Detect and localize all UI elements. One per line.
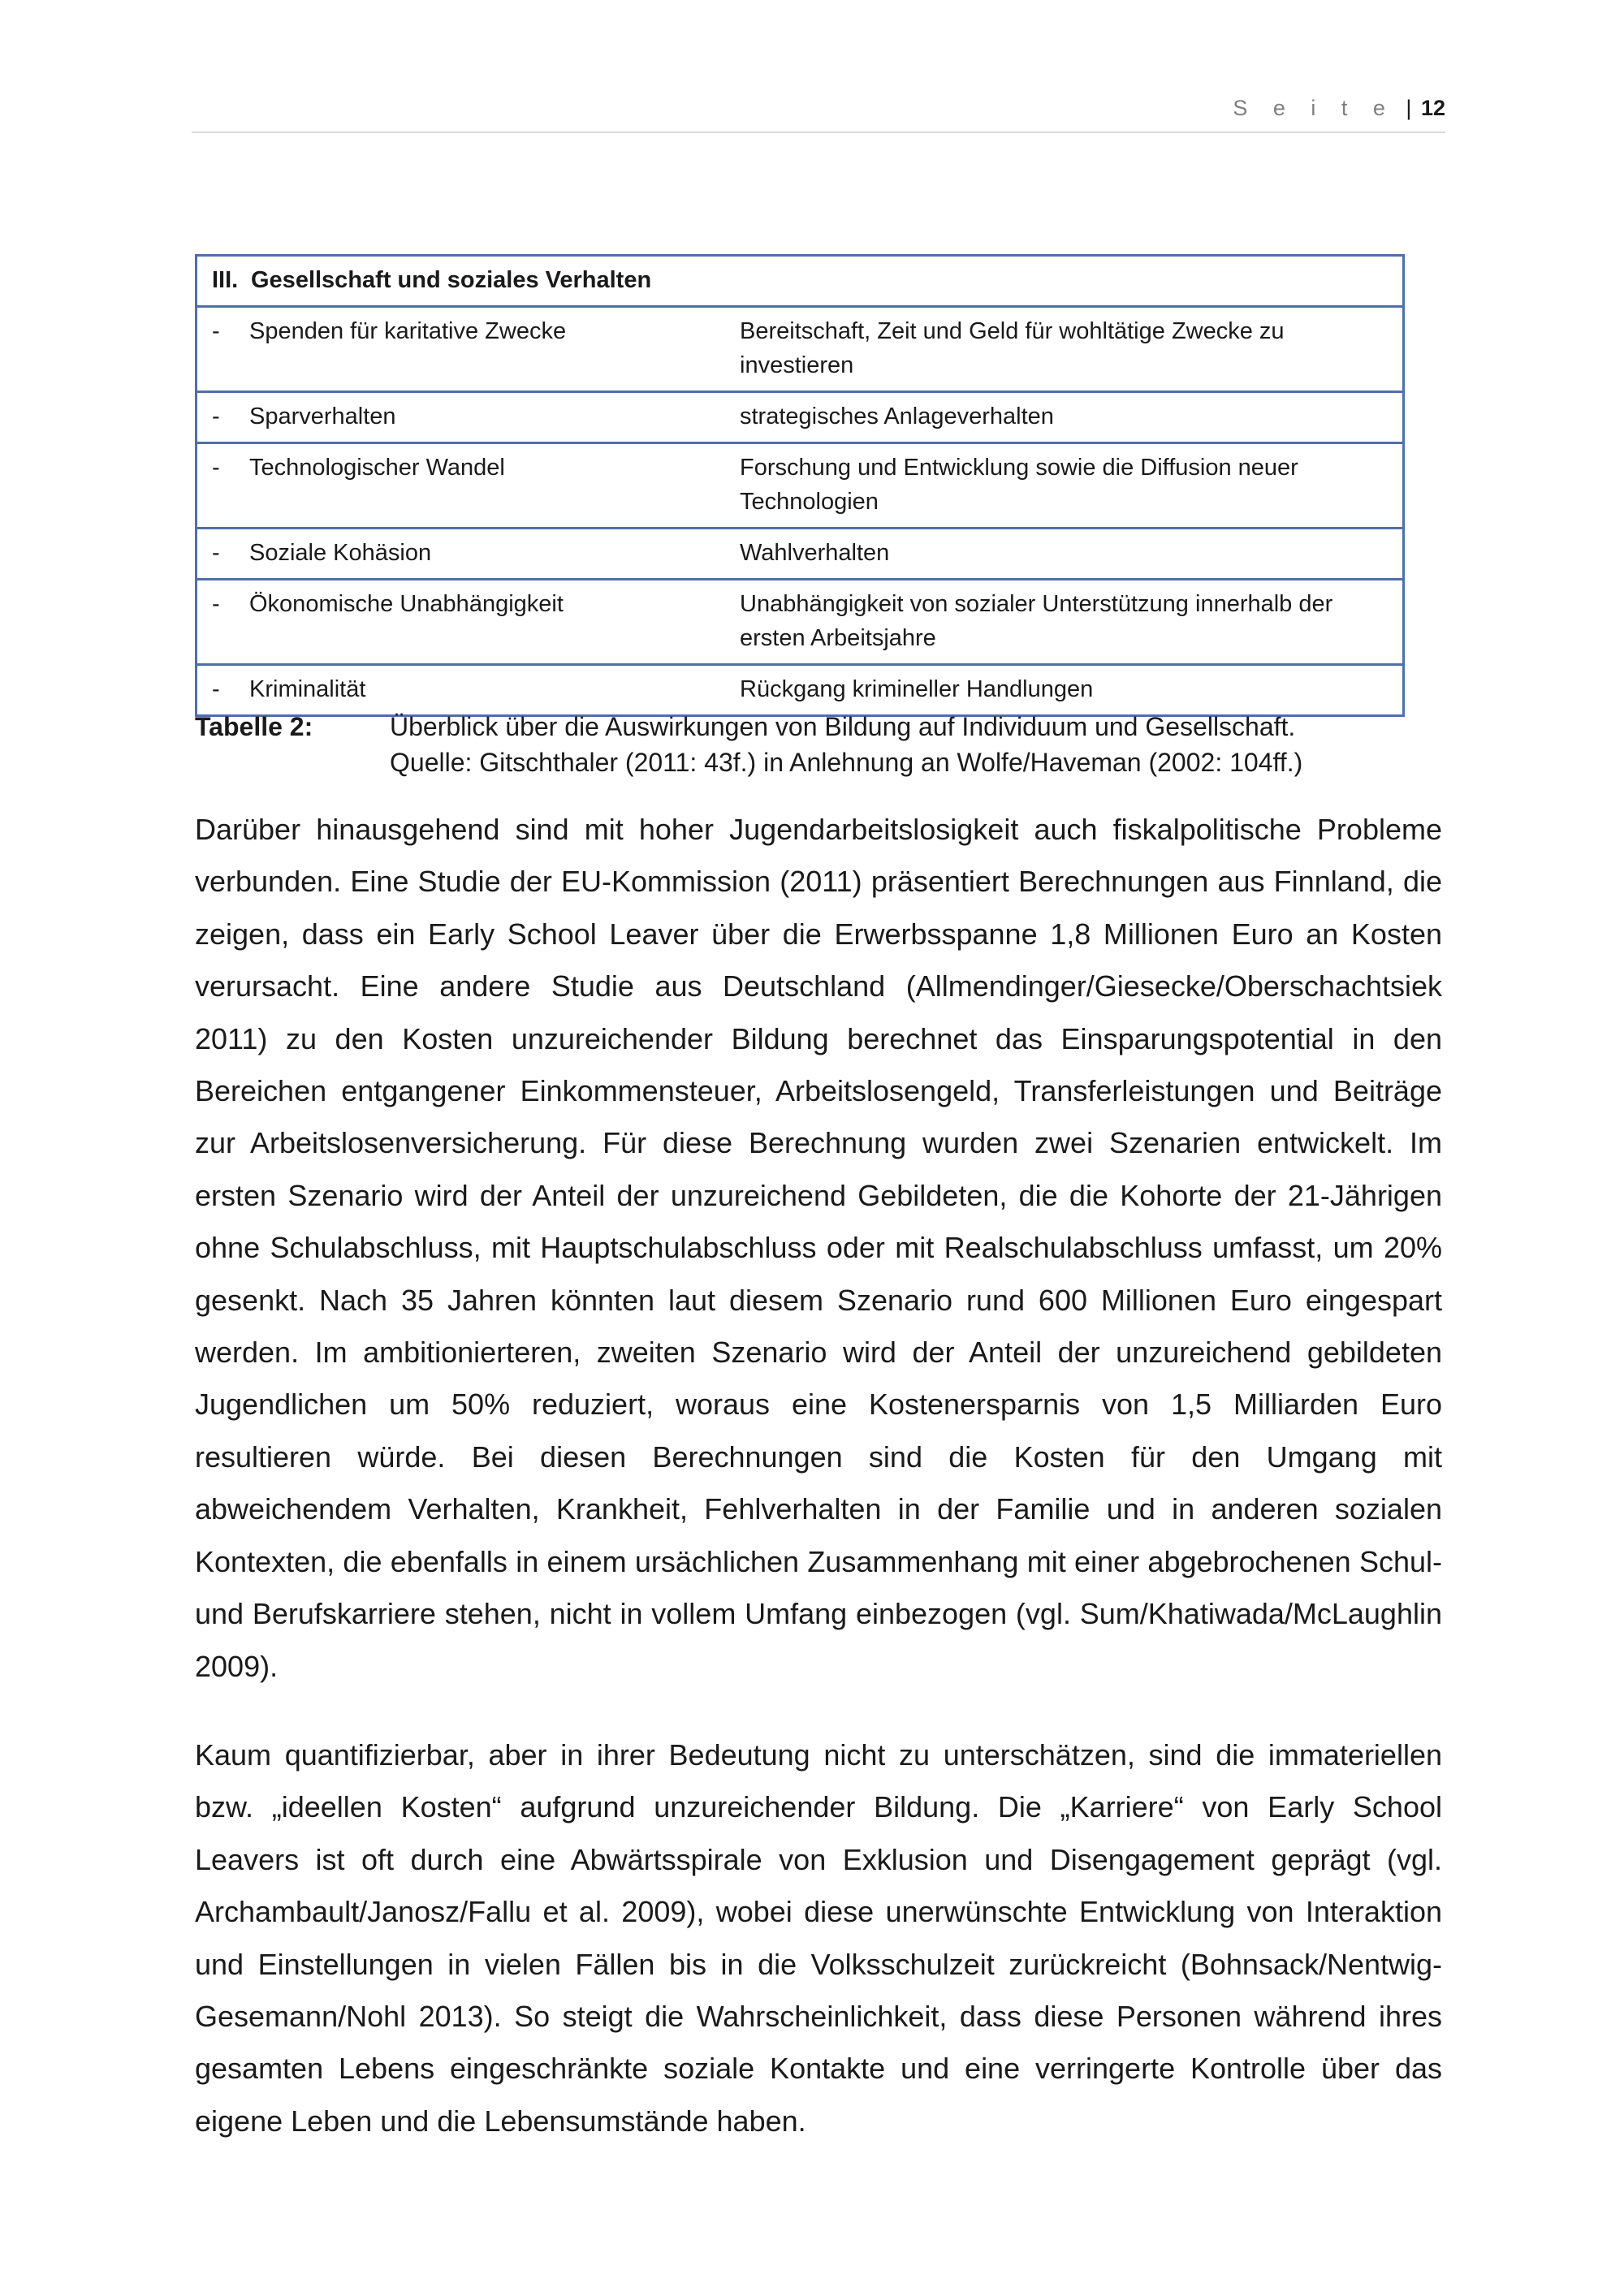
row-description: Rückgang krimineller Handlungen [730,665,1404,716]
section-title: Gesellschaft und soziales Verhalten [251,267,652,293]
caption-source: Quelle: Gitschthaler (2011: 43f.) in Anlehnung an Wolfe/Haveman (2002: 104ff.) [390,748,1303,777]
row-description: Forschung und Entwicklung sowie die Diffusion neuer Technologien [730,443,1404,529]
row-label-cell [197,529,731,580]
header-separator: | [1406,96,1412,120]
row-marker: - [212,404,220,429]
section-title-cell [197,256,1404,307]
section-number: III. [212,267,239,293]
table-row [197,580,1404,665]
table-row [197,443,1404,529]
caption-line-1: Überblick über die Auswirkungen von Bildung auf Individuum und Gesellschaft. [390,712,1296,741]
row-marker: - [212,540,220,566]
row-description: Unabhängigkeit von sozialer Unterstützung innerhalb der ersten Arbeitsjahre [730,580,1404,665]
row-label-cell [197,580,731,665]
row-description: Wahlverhalten [730,529,1404,580]
row-description: Bereitschaft, Zeit und Geld für wohltätige Zwecke zu investieren [730,307,1404,392]
caption-label: Tabelle 2: [195,712,313,741]
row-label-cell [197,307,731,392]
body-paragraph-2: Kaum quantifizierbar, aber in ihrer Bedeutung nicht zu unterschätzen, sind die immateriellen bzw. „ideellen Kosten“ aufgrund unzureichender Bildung. Die „Karriere“ von Early School Leavers ist oft durch eine Abwärtsspirale von Exklusion und Disengagement geprägt (vgl. Archambault/Janosz/Fallu et al. 2009), wobei diese unerwünschte Entwicklung von Interaktion und Einstellungen in vielen Fällen bis in die Volksschulzeit zurückreicht (Bohnsack/Nentwig-Gesemann/Nohl 2013). So steigt die Wahrscheinlichkeit, dass diese Personen während ihres gesamten Lebens eingeschränkte soziale Kontakte und eine verringerte Kontrolle über das eigene Leben und die Lebensumstände haben. [195,1738,1442,2138]
row-marker: - [212,455,220,481]
row-marker: - [212,676,220,702]
row-label: Technologischer Wandel [249,455,505,481]
row-label: Kriminalität [249,676,366,702]
effects-table [195,254,1405,717]
row-label: Spenden für karitative Zwecke [249,318,567,344]
page-number: 12 [1420,96,1445,120]
row-label-cell [197,392,731,443]
body-paragraph-1: Darüber hinausgehend sind mit hoher Jugendarbeitslosigkeit auch fiskalpolitische Probleme verbunden. Eine Studie der EU-Kommission (2011) präsentiert Berechnungen aus Finnland, die zeigen, dass ein Early School Leaver über die Erwerbsspanne 1,8 Millionen Euro an Kosten verursacht. Eine andere Studie aus Deutschland (Allmendinger/Giesecke/Oberschachtsiek 2011) zu den Kosten unzureichender Bildung berechnet das Einsparungspotential in den Bereichen entgangener Einkommensteuer, Arbeitslosengeld, Transferleistungen und Beiträge zur Arbeitslosenversicherung. Für diese Berechnung wurden zwei Szenarien entwickelt. Im ersten Szenario wird der Anteil der unzureichend Gebildeten, die die Kohorte der 21-Jährigen ohne Schulabschluss, mit Hauptschulabschluss oder mit Realschulabschluss umfasst, um 20% gesenkt. Nach 35 Jahren könnten laut diesem Szenario rund 600 Millionen Euro eingespart werden. Im ambitionierteren, zweiten Szenario wird der Anteil der unzureichend gebildeten Jugendlichen um 50% reduziert, woraus eine Kostenersparnis von 1,5 Milliarden Euro resultieren würde. Bei diesen Berechnungen sind die Kosten für den Umgang mit abweichendem Verhalten, Krankheit, Fehlverhalten in der Familie und in anderen sozialen Kontexten, die ebenfalls in einem ursächlichen Zusammenhang mit einer abgebrochenen Schul- und Berufskarriere stehen, nicht in vollem Umfang einbezogen (vgl. Sum/Khatiwada/McLaughlin 2009). [195,813,1442,1683]
row-label: Sparverhalten [249,404,396,429]
row-label: Ökonomische Unabhängigkeit [249,591,564,617]
page-header [192,96,1445,133]
page-label: S e i t e [1233,96,1395,120]
caption-text [390,709,1462,780]
row-marker: - [212,591,220,617]
table-section-header [197,256,1404,307]
table-row [197,529,1404,580]
row-description: strategisches Anlageverhalten [730,392,1404,443]
row-label: Soziale Kohäsion [249,540,432,566]
table-row [197,307,1404,392]
table-row [197,392,1404,443]
row-label-cell [197,443,731,529]
row-marker: - [212,318,220,344]
